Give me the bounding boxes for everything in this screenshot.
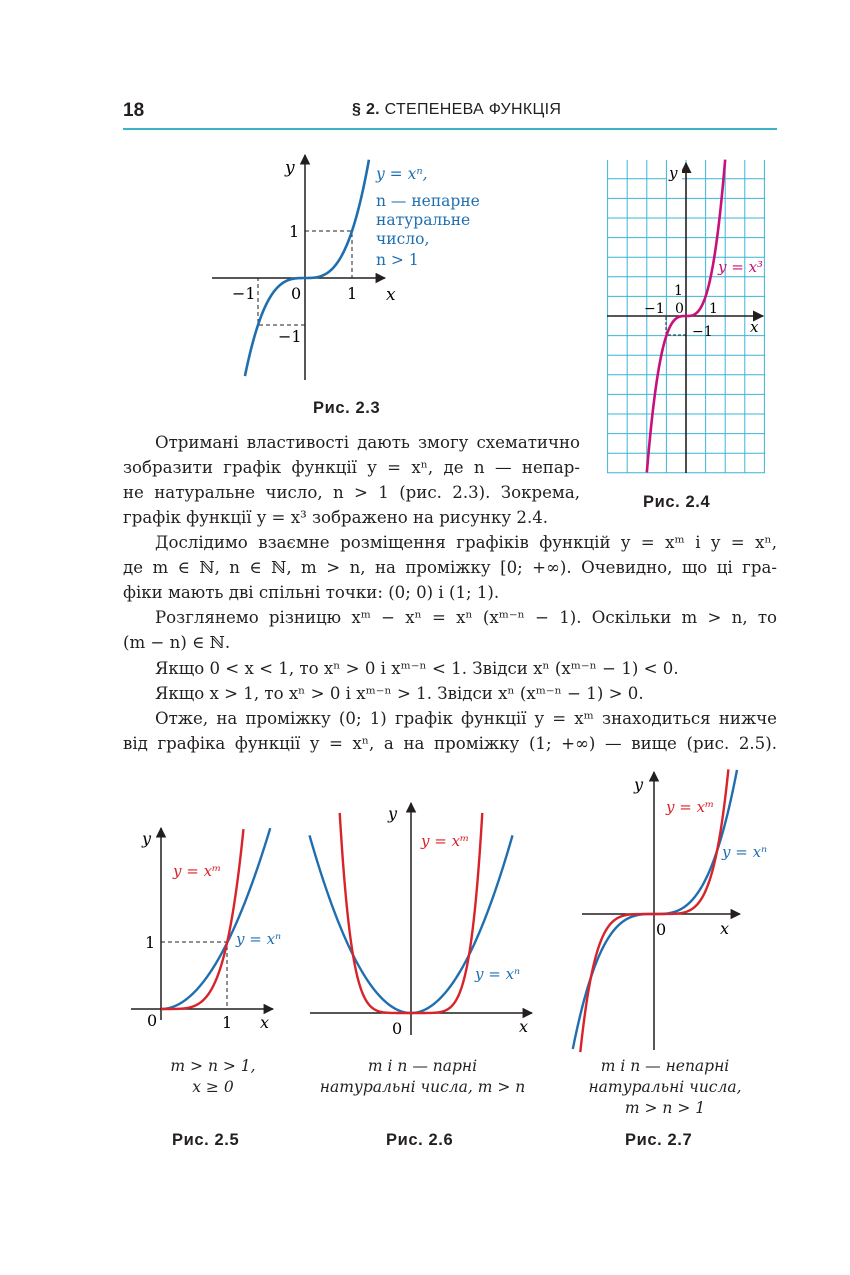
fig23-legend — [375, 165, 480, 269]
section-title — [352, 101, 561, 119]
legend-line-5: n > 1 — [376, 251, 419, 269]
legend-line-3: натуральне — [376, 211, 471, 229]
figure-2-5 — [125, 820, 300, 1040]
caption-fig-2-3: Рис. 2.3 — [313, 399, 381, 417]
x-axis-label: x — [260, 1013, 270, 1032]
origin-label: 0 — [675, 301, 684, 317]
label-y-x-n: y = xⁿ — [236, 930, 282, 948]
paragraph-3-line-1: Розглянемо різницю xᵐ − xⁿ = xⁿ (xᵐ⁻ⁿ − 1). Оскільки m > n, то — [155, 608, 777, 627]
curve-y-x-n — [245, 160, 369, 376]
y-axis-label: y — [388, 804, 398, 823]
figure-2-7 — [568, 768, 768, 1053]
tick-label-minus1-x: −1 — [232, 284, 256, 303]
note-line-1: m і n — парні — [367, 1057, 478, 1075]
note-line-1: m і n — непарні — [600, 1057, 730, 1075]
origin-label: 0 — [392, 1019, 403, 1038]
note-line-1: m > n > 1, — [170, 1057, 256, 1075]
paragraph-2-line-1: Дослідимо взаємне розміщення графіків функцій y = xᵐ і y = xⁿ, — [155, 533, 777, 552]
y-axis-label: y — [669, 164, 678, 182]
legend-line-2: n — непарне — [376, 192, 480, 210]
paragraph-1-line-3: не натуральне число, n > 1 (рис. 2.3). Зокрема, — [123, 483, 580, 502]
label-y-x-n: y = xⁿ — [475, 965, 521, 983]
header-rule — [123, 128, 777, 130]
tick-label-1-x: 1 — [709, 301, 718, 317]
y-axis-label: y — [634, 775, 644, 794]
y-axis-label: y — [142, 829, 152, 848]
paragraph-1-line-4: графік функції y = x³ зображено на рисунку 2.4. — [123, 508, 549, 527]
figure-2-3 — [200, 145, 500, 395]
note-line-2: натуральні числа, — [588, 1078, 742, 1096]
origin-label: 0 — [656, 920, 667, 939]
paragraph-6-line-2: від графіка функції y = xⁿ, а на проміжку (1; +∞) — вище (рис. 2.5). — [123, 734, 777, 753]
section-mark: § 2. — [352, 101, 380, 118]
tick-label-minus1-y: −1 — [278, 327, 302, 346]
caption-fig-2-6: Рис. 2.6 — [386, 1131, 454, 1149]
x-axis-label: x — [519, 1017, 529, 1036]
tick-label-1-y: 1 — [674, 283, 683, 299]
legend-line-1: y = xⁿ, — [376, 165, 428, 183]
figure-2-4 — [607, 160, 777, 480]
legend-line-4: число, — [376, 230, 430, 248]
y-axis-label: y — [285, 158, 295, 178]
origin-label: 0 — [291, 284, 302, 303]
note-line-3: m > n > 1 — [624, 1099, 706, 1117]
tick-label-1-x: 1 — [347, 284, 358, 303]
caption-fig-2-7: Рис. 2.7 — [625, 1131, 693, 1149]
origin-label: 0 — [147, 1011, 158, 1030]
label-y-x-m: y = xᵐ — [173, 862, 222, 880]
label-y-x-n: y = xⁿ — [722, 843, 768, 861]
note-fig-2-7 — [565, 1056, 765, 1119]
note-line-2: x ≥ 0 — [192, 1078, 234, 1096]
figure-2-6 — [300, 795, 540, 1040]
paragraph-3-line-2: (m − n) ∈ ℕ. — [123, 633, 231, 652]
paragraph-6-line-1: Отже, на проміжку (0; 1) графік функції y = xᵐ знаходиться нижче — [155, 709, 777, 728]
tick-label-1-y: 1 — [289, 222, 300, 241]
note-fig-2-5 — [128, 1056, 298, 1098]
tick-label-minus1-y: −1 — [692, 324, 713, 340]
x-axis-label: x — [750, 318, 759, 336]
label-y-x-m: y = xᵐ — [666, 798, 715, 816]
curve-label: y = x³ — [718, 258, 764, 276]
tick-label-minus1-x: −1 — [644, 301, 665, 317]
section-title-text: СТЕПЕНЕВА ФУНКЦІЯ — [384, 101, 562, 118]
paragraph-4: Якщо 0 < x < 1, то xⁿ > 0 і xᵐ⁻ⁿ < 1. Звідси xⁿ (xᵐ⁻ⁿ − 1) < 0. — [155, 659, 679, 678]
paragraph-2-line-3: фіки мають дві спільні точки: (0; 0) і (1; 1). — [123, 583, 500, 602]
paragraph-5: Якщо x > 1, то xⁿ > 0 і xᵐ⁻ⁿ > 1. Звідси xⁿ (xᵐ⁻ⁿ − 1) > 0. — [155, 684, 644, 703]
x-axis-label: x — [720, 919, 730, 938]
note-line-2: натуральні числа, m > n — [319, 1078, 526, 1096]
label-y-x-m: y = xᵐ — [421, 832, 470, 850]
paragraph-2-line-2: де m ∈ ℕ, n ∈ ℕ, m > n, на проміжку [0; +∞). Очевидно, що ці гра- — [123, 558, 777, 577]
x-axis-label: x — [386, 285, 396, 305]
caption-fig-2-4: Рис. 2.4 — [643, 493, 711, 511]
caption-fig-2-5: Рис. 2.5 — [172, 1131, 240, 1149]
tick-label-1-y: 1 — [145, 933, 156, 952]
tick-label-1-x: 1 — [222, 1013, 233, 1032]
note-fig-2-6 — [300, 1056, 545, 1098]
paragraph-1-line-2: зобразити графік функції y = xⁿ, де n — непар- — [123, 458, 580, 477]
paragraph-1-line-1: Отримані властивості дають змогу схематично — [155, 433, 580, 452]
page-number: 18 — [123, 100, 145, 121]
